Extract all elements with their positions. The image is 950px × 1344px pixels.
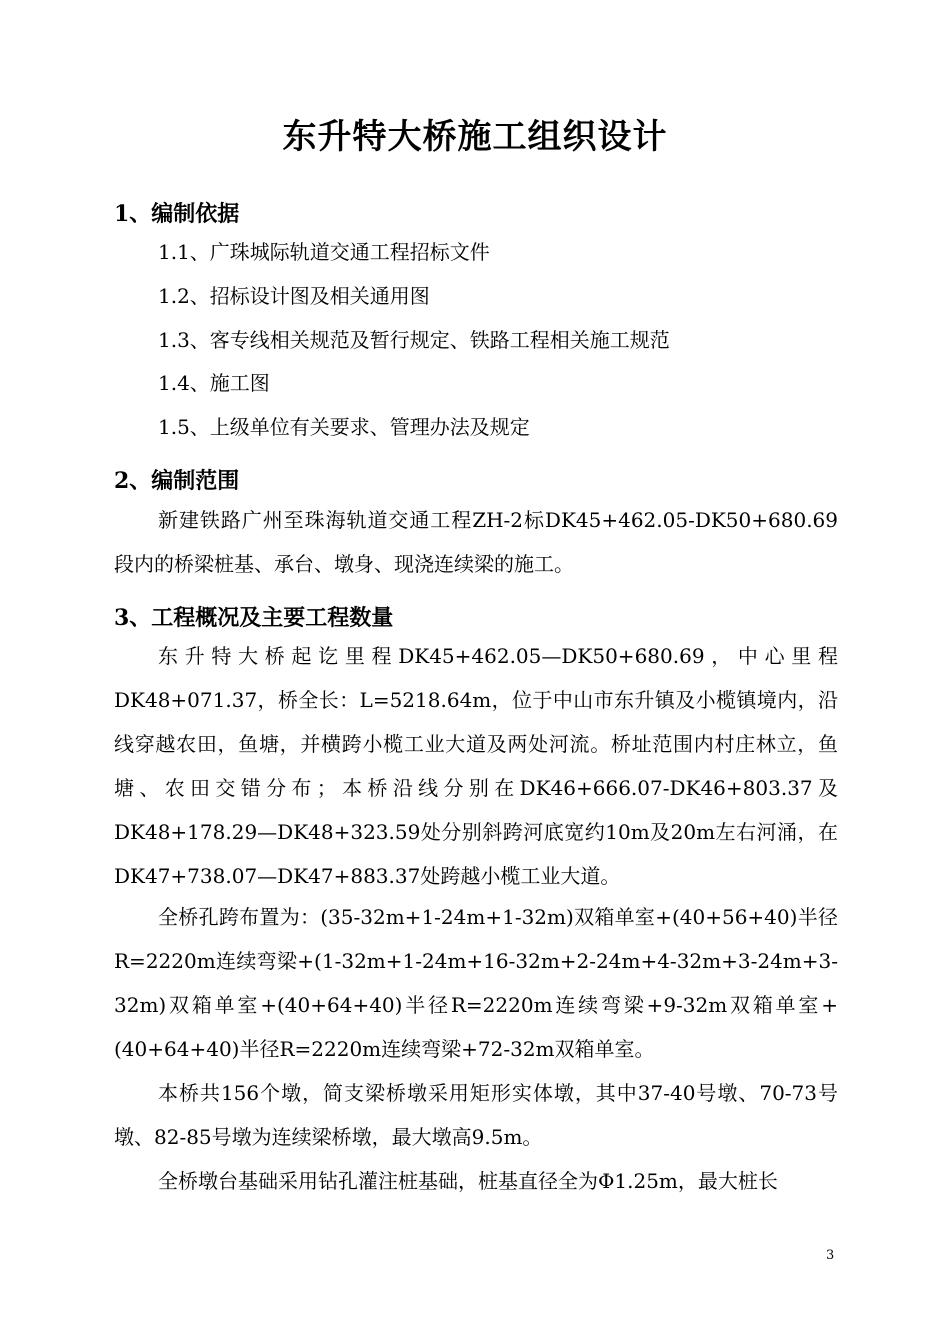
section-heading-scope: 2、编制范围 <box>114 468 240 494</box>
list-item: 1.2、招标设计图及相关通用图 <box>158 284 430 308</box>
section-heading-basis: 1、编制依据 <box>114 201 240 227</box>
list-item: 1.3、客专线相关规范及暂行规定、铁路工程相关施工规范 <box>158 328 670 352</box>
paragraph: 新建铁路广州至珠海轨道交通工程ZH-2标DK45+462.05-DK50+680.69段内的桥梁桩基、承台、墩身、现浇连续梁的施工。 <box>114 508 838 576</box>
list-item: 1.5、上级单位有关要求、管理办法及规定 <box>158 415 530 439</box>
paragraph: 全桥墩台基础采用钻孔灌注桩基础，桩基直径全为Φ1.25m，最大桩长 <box>158 1169 778 1193</box>
page-number: 3 <box>826 1248 835 1263</box>
paragraph: 全桥孔跨布置为：(35-32m+1-24m+1-32m)双箱单室+(40+56+40)半径R=2220m连续弯梁+(1-32m+1-24m+16-32m+2-24m+4-32m+3-24m+3-32m)双箱单室+(40+64+40)半径R=2220m连续弯梁+9-32m双箱单室+(40+64+40)半径R=2220m连续弯梁+72-32m双箱单室。 <box>114 905 838 1061</box>
document-title: 东升特大桥施工组织设计 <box>282 117 668 157</box>
paragraph: 本桥共156个墩，简支梁桥墩采用矩形实体墩，其中37-40号墩、70-73号墩、82-85号墩为连续梁桥墩，最大墩高9.5m。 <box>114 1081 838 1149</box>
list-item: 1.1、广珠城际轨道交通工程招标文件 <box>158 240 490 264</box>
list-item: 1.4、施工图 <box>158 371 270 395</box>
paragraph: 东升特大桥起讫里程DK45+462.05—DK50+680.69，中心里程DK48+071.37，桥全长：L=5218.64m，位于中山市东升镇及小榄镇境内，沿线穿越农田，鱼塘，并横跨小榄工业大道及两处河流。桥址范围内村庄林立，鱼塘、农田交错分布；本桥沿线分别在DK46+666.07-DK46+803.37及DK48+178.29—DK48+323.59处分别斜跨河底宽约10m及20m左右河涌，在DK47+738.07—DK47+883.37处跨越小榄工业大道。 <box>114 644 838 888</box>
section-heading-overview: 3、工程概况及主要工程数量 <box>114 605 394 631</box>
